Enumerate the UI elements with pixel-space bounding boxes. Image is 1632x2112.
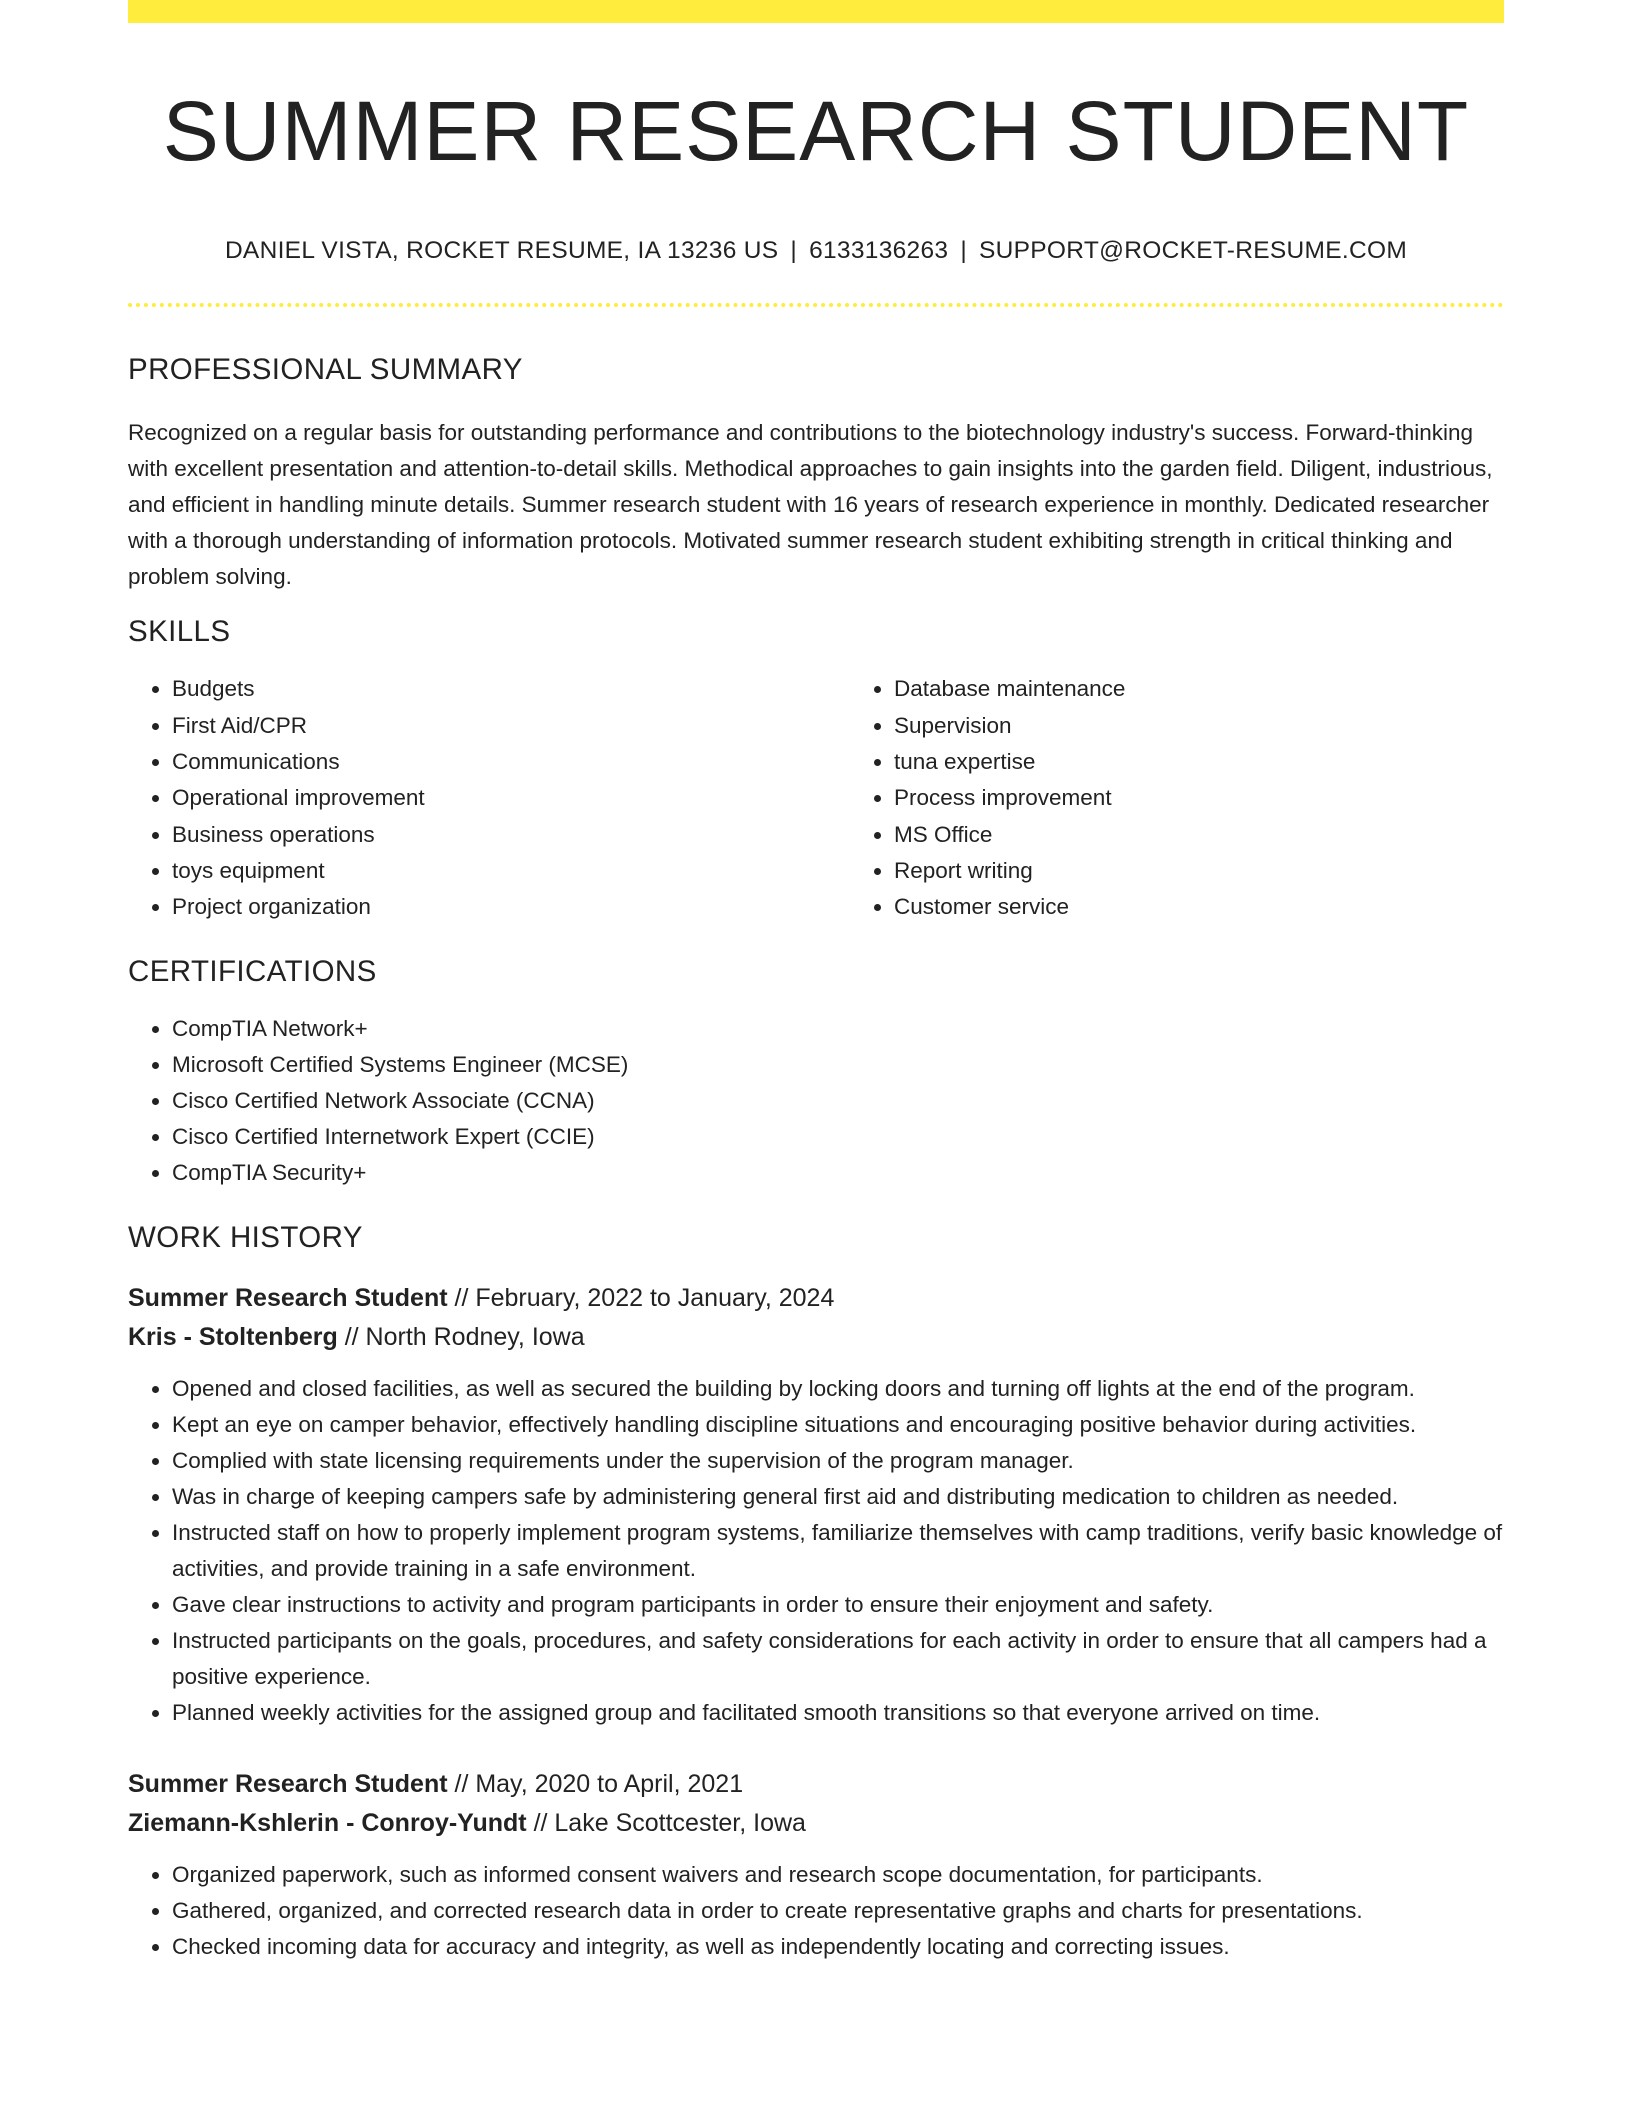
job-title-line xyxy=(128,1765,1504,1804)
skill-item: • Business operations xyxy=(172,817,850,853)
skill-item: • tuna expertise xyxy=(894,744,1504,780)
job-bullet: • Was in charge of keeping campers safe by administering general first aid and distributing medication to children as needed. xyxy=(172,1479,1504,1515)
job-bullet: • Complied with state licensing requirements under the supervision of the program manager. xyxy=(172,1443,1504,1479)
summary-text: Recognized on a regular basis for outstanding performance and contributions to the biotechnology industry's success. Forward-thinking with excellent presentation and attention-to-detail skills. Methodical approaches to gain insights into the garden field. Diligent, industrious, and efficient in handling minute details. Summer research student with 16 years of research experience in monthly. Dedicated researcher with a thorough understanding of information protocols. Motivated summer research student exhibiting strength in critical thinking and problem solving. xyxy=(128,420,1493,590)
skill-item: • Supervision xyxy=(894,708,1504,744)
top-accent-bar xyxy=(128,0,1504,23)
resume-page xyxy=(128,0,1504,2112)
skill-item: • Database maintenance xyxy=(894,671,1504,707)
job-dates: // May, 2020 to April, 2021 xyxy=(447,1770,744,1799)
certification-item: • Cisco Certified Internetwork Expert (CCIE) xyxy=(172,1119,1504,1155)
work-history-list xyxy=(128,1279,1504,1965)
skill-item: • First Aid/CPR xyxy=(172,708,850,744)
contact-separator: | xyxy=(960,237,967,265)
skill-item: • Project organization xyxy=(172,889,850,925)
certification-item: • Microsoft Certified Systems Engineer (MCSE) xyxy=(172,1047,1504,1083)
job-bullet: • Organized paperwork, such as informed consent waivers and research scope documentation, for participants. xyxy=(172,1857,1504,1893)
certifications-heading: CERTIFICATIONS xyxy=(128,955,377,989)
contact-separator: | xyxy=(790,237,798,265)
skill-item: • Budgets xyxy=(172,671,850,707)
job-company: Ziemann-Kshlerin - Conroy-Yundt xyxy=(128,1809,527,1838)
certification-item: • CompTIA Security+ xyxy=(172,1155,1504,1191)
job-company-line xyxy=(128,1804,1504,1843)
skill-item: • Communications xyxy=(172,744,850,780)
job-bullet: • Opened and closed facilities, as well as secured the building by locking doors and turning off lights at the end of the program. xyxy=(172,1371,1504,1407)
work-history-heading: WORK HISTORY xyxy=(128,1221,363,1255)
skills-list-left xyxy=(128,671,850,925)
job-bullet: • Gathered, organized, and corrected research data in order to create representative graphs and charts for presentations. xyxy=(172,1893,1504,1929)
job-bullets xyxy=(128,1857,1504,1965)
skills-list-right xyxy=(850,671,1504,925)
dotted-divider xyxy=(128,303,1504,307)
job-dates: // February, 2022 to January, 2024 xyxy=(447,1284,835,1313)
summary-heading: PROFESSIONAL SUMMARY xyxy=(128,353,523,387)
job-bullets xyxy=(128,1371,1504,1731)
contact-phone: 6133136263 xyxy=(809,237,949,265)
skill-item: • toys equipment xyxy=(172,853,850,889)
job-bullet: • Kept an eye on camper behavior, effectively handling discipline situations and encouraging positive behavior during activities. xyxy=(172,1407,1504,1443)
skill-item: • Process improvement xyxy=(894,780,1504,816)
job-bullet: • Instructed staff on how to properly implement program systems, familiarize themselves with camp traditions, verify basic knowledge of activities, and provide training in a safe environment. xyxy=(172,1515,1504,1587)
skills-heading: SKILLS xyxy=(128,615,231,649)
skills-grid xyxy=(128,671,1504,925)
certifications-list xyxy=(128,1011,1504,1191)
skill-item: • Report writing xyxy=(894,853,1504,889)
job-entry xyxy=(128,1279,1504,1731)
job-bullet: • Instructed participants on the goals, procedures, and safety considerations for each activity in order to ensure that all campers had a positive experience. xyxy=(172,1623,1504,1695)
job-bullet: • Planned weekly activities for the assigned group and facilitated smooth transitions so that everyone arrived on time. xyxy=(172,1695,1504,1731)
contact-email: SUPPORT@ROCKET-RESUME.COM xyxy=(979,237,1408,265)
job-bullet: • Gave clear instructions to activity and program participants in order to ensure their enjoyment and safety. xyxy=(172,1587,1504,1623)
job-entry xyxy=(128,1765,1504,1965)
skill-item: • Operational improvement xyxy=(172,780,850,816)
resume-title: SUMMER RESEARCH STUDENT xyxy=(162,84,1470,178)
certification-item: • CompTIA Network+ xyxy=(172,1011,1504,1047)
job-company-line xyxy=(128,1318,1504,1357)
job-title: Summer Research Student xyxy=(128,1284,448,1313)
skill-item: • Customer service xyxy=(894,889,1504,925)
job-location: // Lake Scottcester, Iowa xyxy=(526,1809,806,1838)
job-title: Summer Research Student xyxy=(128,1770,448,1799)
contact-address: DANIEL VISTA, ROCKET RESUME, IA 13236 US xyxy=(224,237,779,265)
contact-line xyxy=(128,237,1504,265)
job-company: Kris - Stoltenberg xyxy=(128,1323,338,1352)
job-location: // North Rodney, Iowa xyxy=(337,1323,585,1352)
certification-item: • Cisco Certified Network Associate (CCNA) xyxy=(172,1083,1504,1119)
skill-item: • MS Office xyxy=(894,817,1504,853)
job-bullet: • Checked incoming data for accuracy and integrity, as well as independently locating and correcting issues. xyxy=(172,1929,1504,1965)
job-title-line xyxy=(128,1279,1504,1318)
